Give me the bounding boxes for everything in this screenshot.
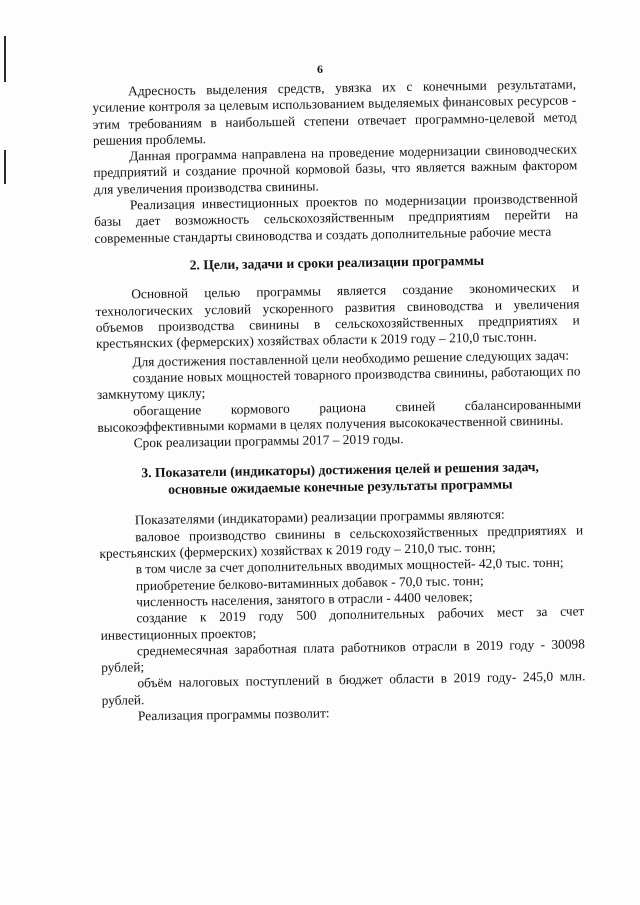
- indicator-item: в том числе за счет дополнительных вводимых мощностей- 42,0 тыс. тонн;: [135, 554, 564, 577]
- indicator-item: создание к 2019 году 500 дополнительных рабочих мест за счет инвестиционных проектов;: [100, 603, 585, 643]
- section-2-heading: 2. Цели, задачи и сроки реализации программы: [189, 252, 485, 273]
- section-2-goal: Основной целью программы является создание экономических и технологических условий ускоренного развития свиноводства и увеличения объемов производства свинины в сельскохозяйственных предприятиях и крестьянских (фермерских) хозяйствах области к 2019 году – 210,0 тыс.тонн.: [95, 279, 580, 352]
- section-2-tasks-intro: Для достижения поставленной цели необходимо решение следующих задач:: [132, 347, 570, 370]
- section-2-task-item: создание новых мощностей товарного производства свинины, работающих по замкнутому циклу;: [96, 363, 581, 403]
- indicator-item: валовое производство свинины в сельскохозяйственных предприятиях и крестьянских (фермерских) хозяйствах к 2019 году – 210,0 тыс. тонн;: [99, 522, 584, 561]
- page-number: 6: [317, 62, 323, 76]
- section-3-closing: Реализация программы позволит:: [137, 705, 330, 724]
- section-2-task-item: обогащение кормового рациона свиней сбалансированными высокоэффективными кормами в целях получения высококачественной свинины.: [97, 395, 582, 435]
- section-2-term: Срок реализации программы 2017 – 2019 годы.: [133, 431, 404, 451]
- section-3-heading-line-1: 3. Показатели (индикаторы) достижения целей и решения задач,: [141, 459, 539, 481]
- section-3-intro: Показателями (индикаторами) реализации программы являются:: [134, 507, 505, 528]
- indicator-item: приобретение белково-витаминных добавок - 70,0 тыс. тонн;: [135, 572, 484, 593]
- indicator-item: численность населения, занятого в отрасли - 4400 человек;: [136, 589, 473, 610]
- scan-edge-mark: [4, 150, 6, 184]
- indicator-item: объём налоговых поступлений в бюджет области в 2019 году- 245,0 млн. рублей.: [101, 668, 586, 708]
- intro-paragraph-2: Данная программа направлена на проведение модернизации свиноводческих предприятий и создание прочной кормовой базы, что является важным фактором для увеличения производства свинины.: [93, 141, 578, 197]
- section-3-heading-line-2: основные ожидаемые конечные результаты программы: [168, 476, 513, 497]
- intro-paragraph-3: Реализация инвестиционных проектов по модернизации производственной базы дает возможность сельскохозяйственным предприятиям перейти на современные стандарты свиноводства и создать дополнительные рабочие места: [94, 190, 579, 246]
- document-body: [92, 76, 586, 725]
- indicator-item: среднемесячная заработная плата работников отрасли в 2019 году - 30098 рублей;: [101, 636, 585, 676]
- intro-paragraph-1: Адресность выделения средств, увязка их с конечными результатами, усиление контроля за целевым использованием выделяемых финансовых ресурсов - этим требованиям в наибольшей степени отвечает программно-целевой метод решения проблемы.: [92, 76, 577, 148]
